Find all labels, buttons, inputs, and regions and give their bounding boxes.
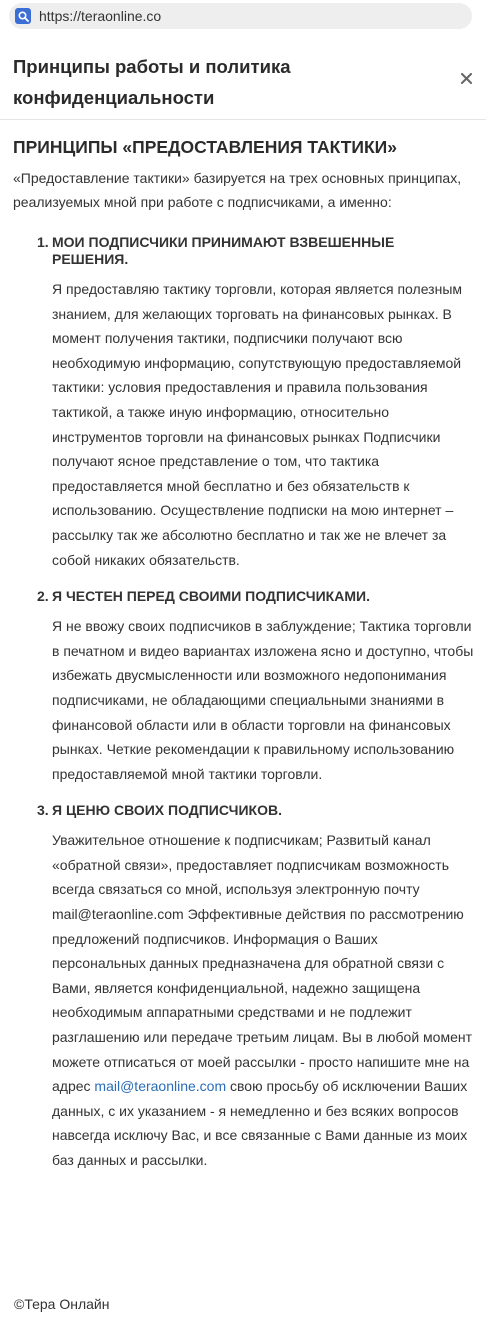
principles-list (13, 234, 474, 1173)
list-item-number: 1. (37, 234, 49, 250)
list-item-heading: Я ЧЕСТЕН ПЕРЕД СВОИМИ ПОДПИСЧИКАМИ. (52, 588, 370, 605)
list-item-heading: Я ЦЕНЮ СВОИХ ПОДПИСЧИКОВ. (52, 802, 282, 819)
browser-bar (0, 0, 486, 34)
text-before-link: Уважительное отношение к подписчикам; Развитый канал «обратной связи», предоставляет подписчикам возможность всегда связаться со мной, используя электронную почту mail@teraonline.com Эффективные действия по рассмотрению предложений подписчиков. Информация о Ваших персональных данных предназначена для обратной связи с Вами, является конфиденциальной, надежно защищена необходимым аппаратными средствами и не подлежит разглашению или передаче третьим лицам. Вы в любой момент можете отписаться от моей рассылки - просто напишите мне на адрес (52, 832, 473, 1095)
text-after-link: свою просьбу об исключении Ваших данных, с их указанием - я немедленно и без всяких вопросов навсегда исключу Вас, и все связанные с Вами данные из моих баз данных и рассылки. (52, 1078, 468, 1168)
search-icon (15, 8, 31, 24)
close-icon[interactable] (456, 68, 476, 88)
intro-text: «Предоставление тактики» базируется на трех основных принципах, реализуемых мной при работе с подписчиками, а именно: (13, 170, 462, 210)
list-item-heading: МОИ ПОДПИСЧИКИ ПРИНИМАЮТ ВЗВЕШЕННЫЕ РЕШЕНИЯ. (52, 234, 395, 267)
list-item-text: Я не ввожу своих подписчиков в заблуждение; Тактика торговли в печатном и видео вариантах изложена ясно и доступно, чтобы избежать двусмысленности или возможного недопонимания подписчиками, не обладающими специальными знаниями в финансовой области или в области торговли на финансовых рынках. Четкие рекомендации к правильному использованию предоставляемой мной тактики торговли. (52, 618, 474, 782)
list-item-text: Я предоставляю тактику торговли, которая является полезным знанием, для желающих торговать на финансовых рынках. В момент получения тактики, подписчики получают всю необходимую информацию, сопутствующую предоставляемой тактики: условия предоставления и правила пользования тактикой, а также иную информацию, относительно инструментов торговли на финансовых рынках Подписчики получают ясное представление о том, что тактика предоставляется мной бесплатно и без обязательств к использованию. Осуществление подписки на мою интернет – рассылку так же абсолютно бесплатно и так же не влечет за собой никаких обязательств. (52, 281, 463, 568)
email-link[interactable]: mail@teraonline.com (94, 1078, 227, 1095)
url-text: https://teraonline.co (39, 8, 162, 24)
list-item-number: 3. (37, 802, 49, 819)
list-item (13, 234, 474, 572)
modal-header (0, 34, 486, 120)
list-item (13, 802, 474, 1172)
list-item-text (52, 828, 474, 1172)
address-bar[interactable] (9, 3, 472, 29)
modal-title: Принципы работы и политика конфиденциальности (13, 56, 291, 108)
section-title: ПРИНЦИПЫ «ПРЕДОСТАВЛЕНИЯ ТАКТИКИ» (13, 137, 397, 157)
modal-body (0, 120, 486, 1173)
list-item-number: 2. (37, 588, 49, 605)
list-item (13, 588, 474, 786)
copyright: ©Тера Онлайн (14, 1296, 110, 1312)
